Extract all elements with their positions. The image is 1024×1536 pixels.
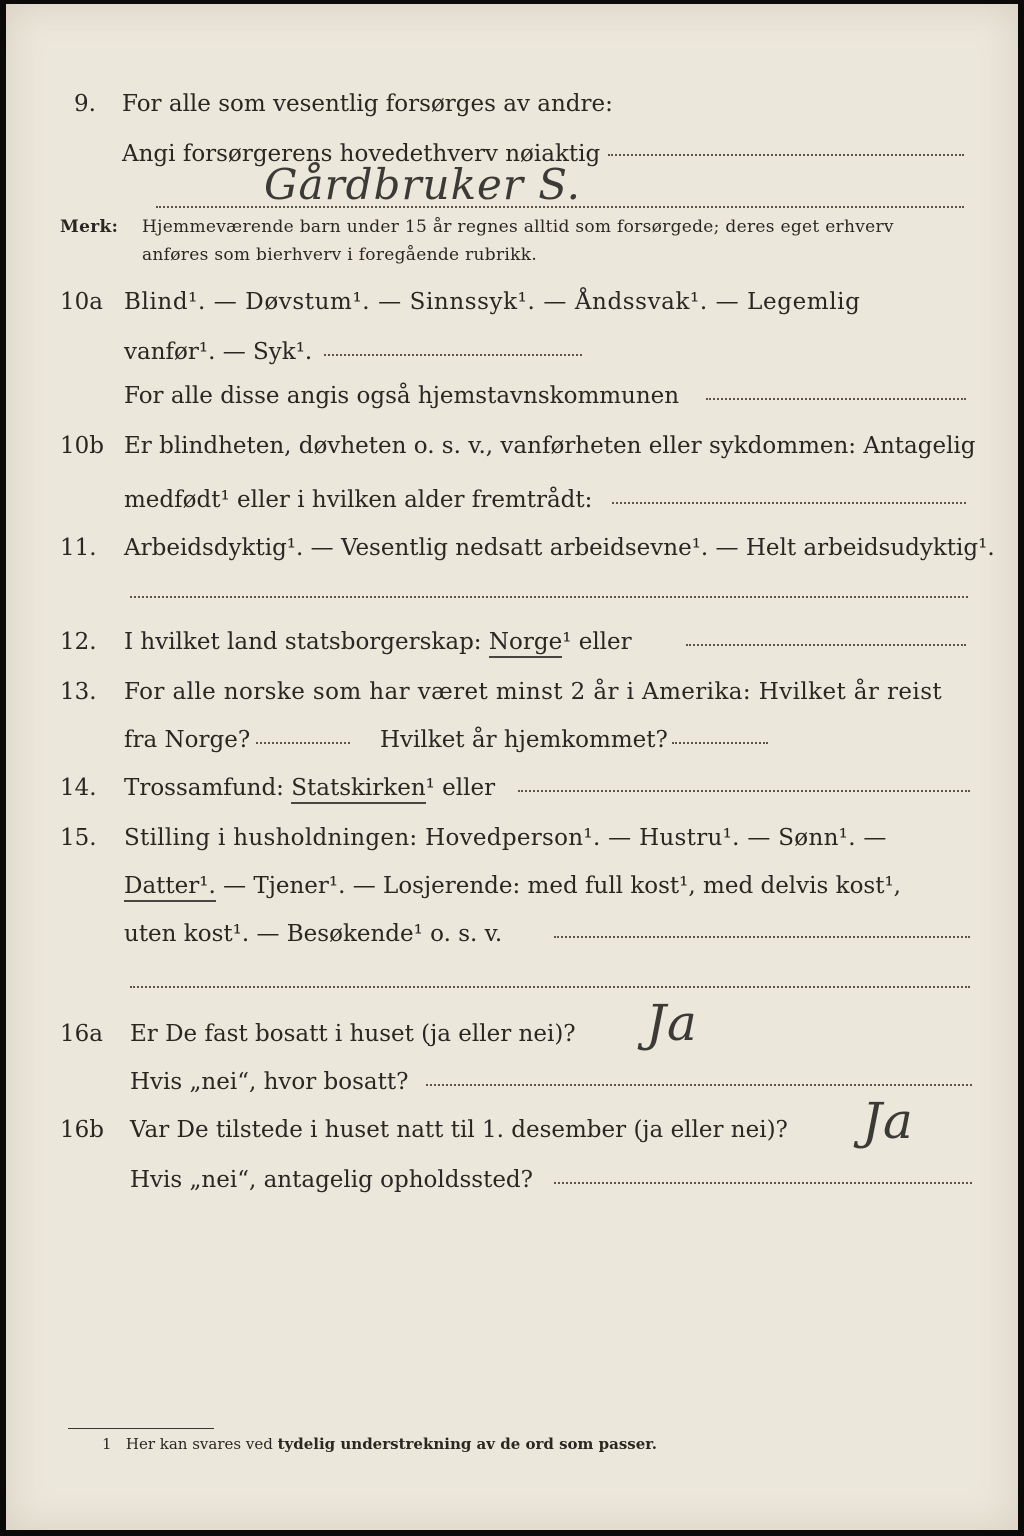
merk-text-2: anføres som bierhverv i foregående rubrikk. [142,245,538,265]
q12-underlined-answer: Norge [489,629,562,658]
footnote-bold: tydelig understrekning av de ord som passer. [277,1435,658,1453]
q15-row-2 [6,866,1018,906]
q13-text-2b: Hvilket år hjemkommet? [380,727,668,753]
q10a-number: 10a [60,289,103,315]
q10a-row-2 [6,332,1018,372]
merk-text-1: Hjemmeværende barn under 15 år regnes alltid som forsørgede; deres eget erhverv [142,217,894,237]
q10a-fill-line-1 [324,354,582,356]
q16a-number: 16a [60,1021,103,1047]
q11-text-1: Arbeidsdyktig¹. — Vesentlig nedsatt arbeidsevne¹. — Helt arbeidsudyktig¹. [124,535,995,561]
q15-text-2 [124,866,901,906]
q15-text-1: Stilling i husholdningen: Hovedperson¹. — Hustru¹. — Sønn¹. — [124,825,887,851]
q10a-row-3 [6,376,1018,416]
merk-label: Merk: [60,217,119,237]
q10a-text-3: For alle disse angis også hjemstavnskommunen [124,383,680,409]
q13-text-1: For alle norske som har været minst 2 år i Amerika: Hvilket år reist [124,679,943,705]
q16b-text-1: Var De tilstede i huset natt til 1. desember (ja eller nei)? [130,1117,788,1143]
q16b-handwritten-answer: Ja [862,1092,914,1150]
q9-handwritten-answer: Gårdbruker S. [264,160,581,209]
q16a-text-2: Hvis „nei“, hvor bosatt? [130,1069,409,1095]
q14-suffix: ¹ eller [425,775,496,801]
q9-answer-line [156,206,964,208]
q9-row-1 [6,84,1018,124]
q12-prefix: I hvilket land statsborgerskap: [124,629,482,655]
q15-row-1 [6,818,1018,858]
q10b-text-1: Er blindheten, døvheten o. s. v., vanførheten eller sykdommen: Antagelig [124,433,976,459]
q14-prefix: Trossamfund: [124,775,284,801]
q15-fill-line-1 [554,936,970,938]
merk-row-2 [6,240,1018,270]
q13-row-1 [6,672,1018,712]
q12-fill-line [686,644,966,646]
q12-text [124,622,632,662]
q16b-fill-line [554,1182,972,1184]
q10a-fill-line-2 [706,398,966,400]
footnote [102,1432,657,1456]
q11-fill-line [130,596,968,598]
q15-number: 15. [60,825,97,851]
footnote-mark: 1 [102,1435,112,1453]
q13-text-2a: fra Norge? [124,727,251,753]
q15-fill-line-2 [130,986,970,988]
q10b-row-1 [6,426,1018,466]
q10a-text-1: Blind¹. — Døvstum¹. — Sinnssyk¹. — Åndssvak¹. — Legemlig [124,289,861,315]
footnote-rule [68,1428,214,1429]
q14-fill-line [518,790,970,792]
q13-row-2 [6,720,1018,760]
q12-suffix: ¹ eller [562,629,632,655]
q9-number: 9. [74,91,96,117]
q13-number: 13. [60,679,97,705]
q15-text-3: uten kost¹. — Besøkende¹ o. s. v. [124,921,503,947]
q14-row [6,768,1018,808]
census-form-page [6,4,1018,1530]
q9-text-1: For alle som vesentlig forsørges av andre: [122,91,613,117]
q15-text-2-rest: — Tjener¹. — Losjerende: med full kost¹, med delvis kost¹, [223,873,901,899]
footnote-plain: Her kan svares ved [125,1435,273,1453]
q16a-row-1 [6,1014,1018,1054]
q10b-row-2 [6,480,1018,520]
q10b-text-2: medfødt¹ eller i hvilken alder fremtrådt: [124,487,593,513]
q13-fill-line-1 [256,742,350,744]
q16a-fill-line [426,1084,972,1086]
q12-number: 12. [60,629,97,655]
q10b-fill-line [612,502,966,504]
q11-row-1 [6,528,1018,568]
merk-row-1 [6,212,1018,242]
q13-fill-line-2 [672,742,768,744]
q16a-handwritten-answer: Ja [646,994,698,1052]
q14-text [124,768,495,808]
q12-row [6,622,1018,662]
q15-row-3 [6,914,1018,954]
q11-number: 11. [60,535,97,561]
q14-underlined-answer: Statskirken [291,775,425,804]
q16b-text-2: Hvis „nei“, antagelig opholdssted? [130,1167,533,1193]
q16b-number: 16b [60,1117,104,1143]
q9-fill-line [608,154,964,156]
q16b-row-2 [6,1160,1018,1200]
q10a-row-1 [6,282,1018,322]
q9-text-2: Angi forsørgerens hovedethverv nøiaktig [122,141,601,167]
q16a-text-1: Er De fast bosatt i huset (ja eller nei)? [130,1021,576,1047]
q10b-number: 10b [60,433,104,459]
q15-underlined-answer: Datter¹. [124,873,216,902]
q14-number: 14. [60,775,97,801]
q10a-text-2: vanfør¹. — Syk¹. [124,339,313,365]
